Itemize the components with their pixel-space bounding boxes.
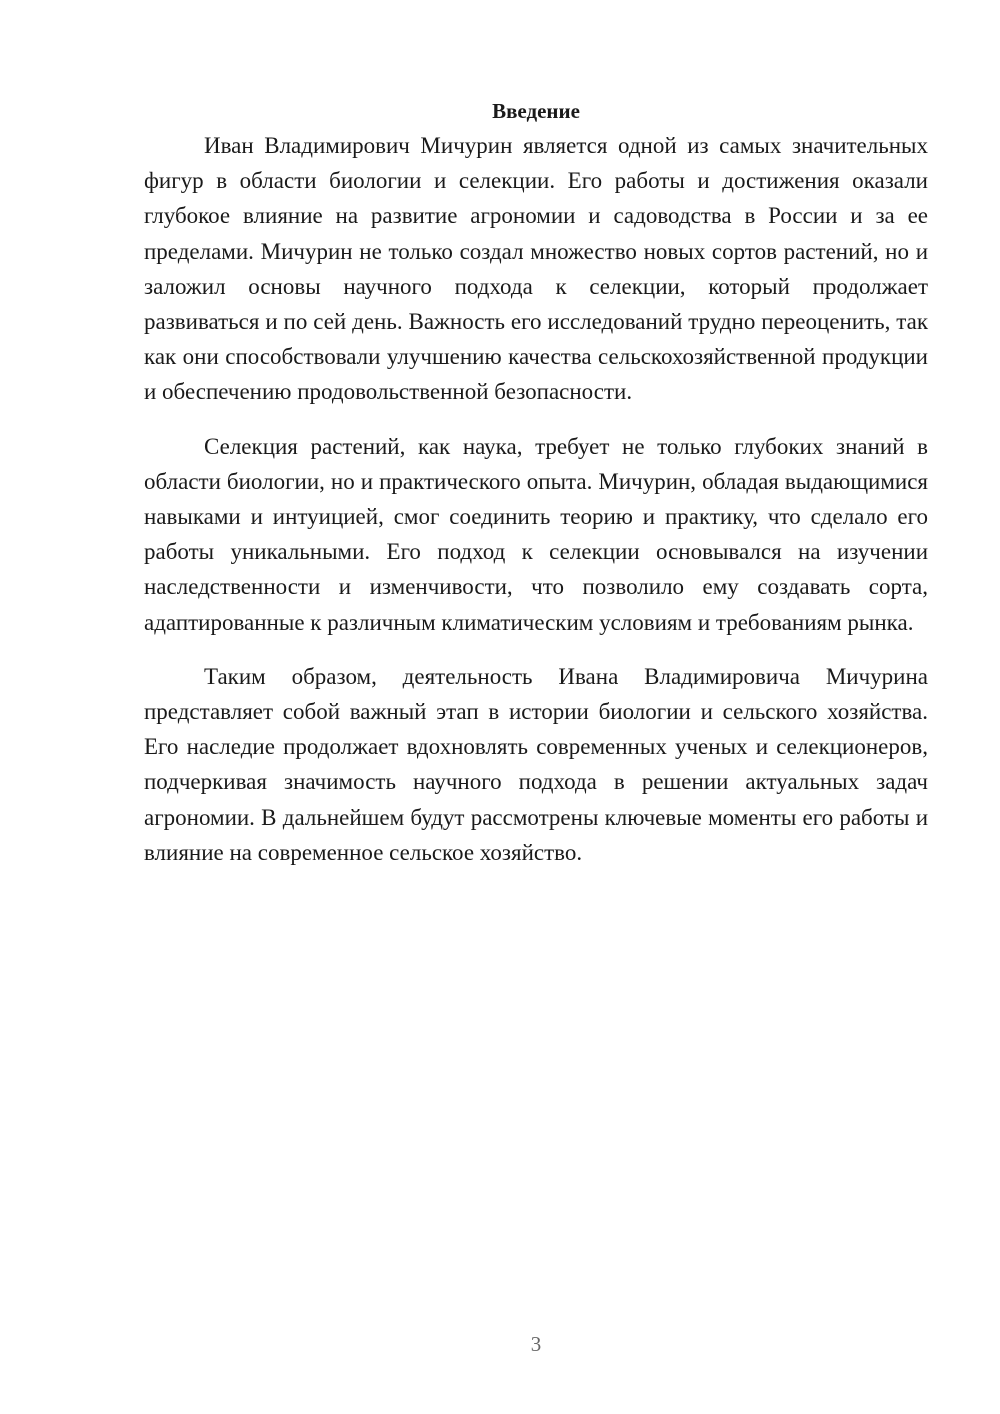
section-heading: Введение xyxy=(492,99,580,123)
paragraph-2: Селекция растений, как наука, требует не только глубоких знаний в области биологии, но и практического опыта. Мичурин, обладая выдающимися навыками и интуицией, смог соединить теорию и практику, что сделало его работы уникальными. Его подход к селекции основывался на изучении наследственности и изменчивости, что позволило ему создавать сорта, адаптированные к различным климатическим условиям и требованиям рынка. xyxy=(144,433,928,635)
paragraph-1: Иван Владимирович Мичурин является одной из самых значительных фигур в области биологии и селекции. Его работы и достижения оказали глубокое влияние на развитие агрономии и садоводства в России и за ее пределами. Мичурин не только создал множество новых сортов растений, но и заложил основы научного подхода к селекции, который продолжает развиваться и по сей день. Важность его исследований трудно переоценить, так как они способствовали улучшению качества сельскохозяйственной продукции и обеспечению продовольственной безопасности. xyxy=(144,133,928,405)
document-body xyxy=(144,94,928,889)
paragraph-3: Таким образом, деятельность Ивана Владимировича Мичурина представляет собой важный этап в истории биологии и сельского хозяйства. Его наследие продолжает вдохновлять современных ученых и селекционеров, подчеркивая значимость научного подхода в решении актуальных задач агрономии. В дальнейшем будут рассмотрены ключевые моменты его работы и влияние на современное сельское хозяйство. xyxy=(144,663,928,865)
page-number: 3 xyxy=(530,1332,542,1356)
